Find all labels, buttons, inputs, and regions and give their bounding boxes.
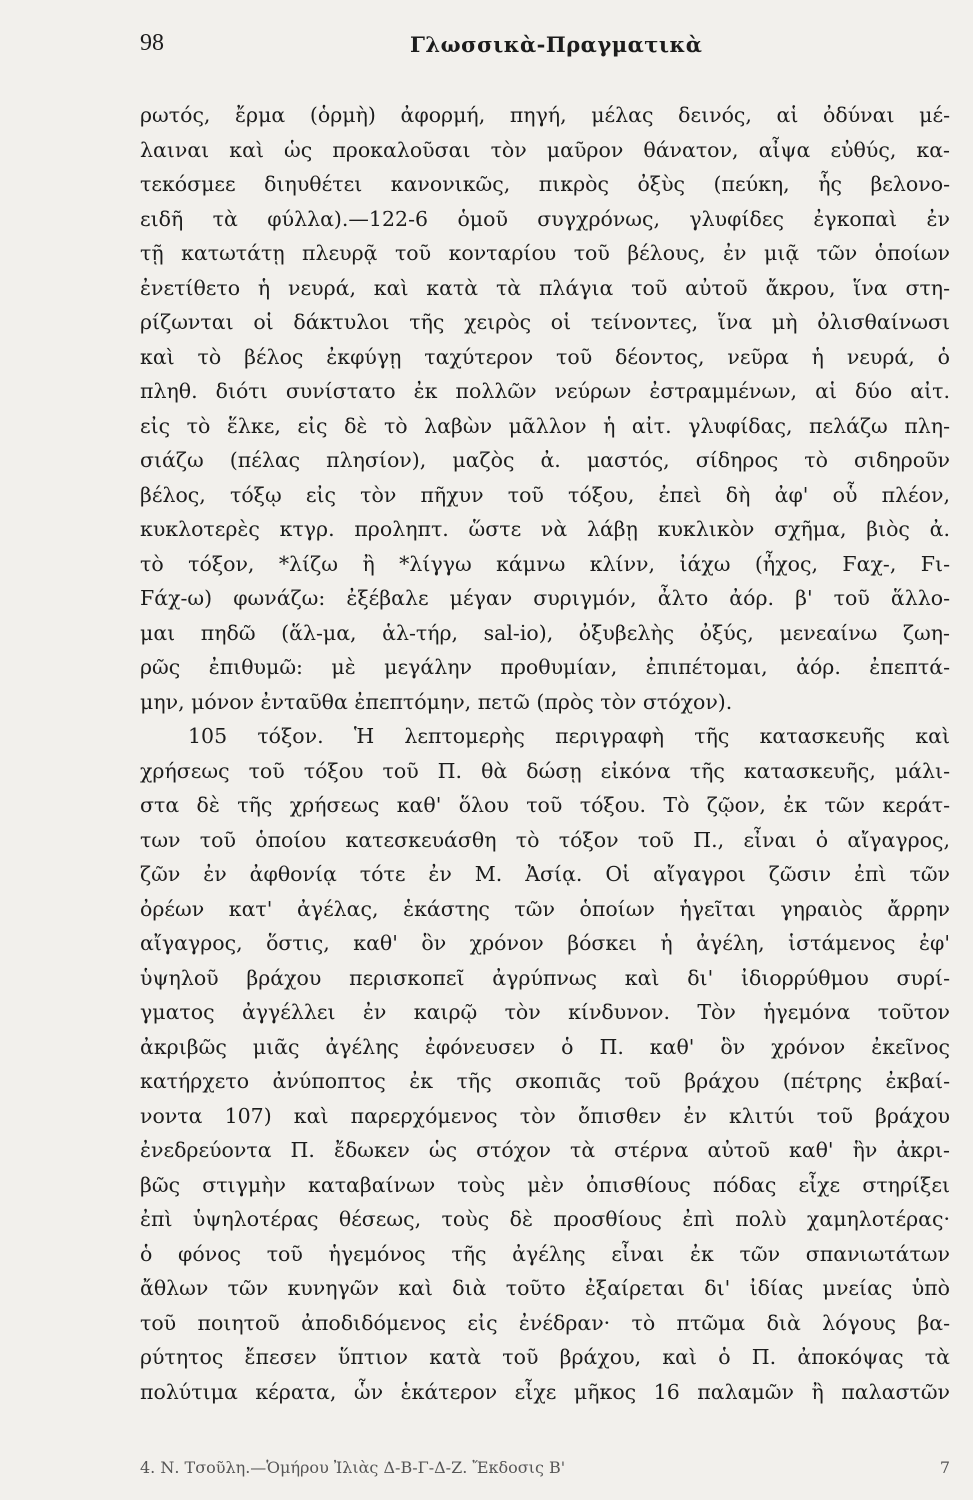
- text-line: νοντα 107) καὶ παρερχόμενος τὸν ὄπισθεν ἐν κλιτύι τοῦ βράχου: [140, 1103, 950, 1128]
- text-line: λαιναι καὶ ὡς προκαλοῦσαι τὸν μαῦρον θάνατον, αἶψα εὐθύς, κα-: [140, 137, 950, 162]
- text-line: ρίζωνται οἱ δάκτυλοι τῆς χειρὸς οἱ τείνοντες, ἵνα μὴ ὀλισθαίνωσι: [140, 310, 950, 334]
- text-line: τεκόσμεε διηυθέτει κανονικῶς, πικρὸς ὀξὺς (πεύκη, ἧς βελονο-: [140, 172, 950, 196]
- text-line: 105 τόξον. Ἡ λεπτομερὴς περιγραφὴ τῆς κατασκευῆς καὶ: [188, 724, 950, 748]
- text-line: ἐνετίθετο ἡ νευρά, καὶ κατὰ τὰ πλάγια τοῦ αὐτοῦ ἄκρου, ἵνα στη-: [140, 275, 950, 300]
- text-line: χρήσεως τοῦ τόξου τοῦ Π. θὰ δώσῃ εἰκόνα τῆς κατασκευῆς, μάλι-: [140, 758, 950, 783]
- text-line: γματος ἀγγέλλει ἐν καιρῷ τὸν κίνδυνον. Τὸν ἡγεμόνα τοῦτον: [140, 1000, 950, 1024]
- text-line: των τοῦ ὁποίου κατεσκευάσθη τὸ τόξον τοῦ Π., εἶναι ὁ αἴγαγρος,: [140, 827, 950, 852]
- page-number: 98: [140, 30, 164, 56]
- text-line: τῇ κατωτάτῃ πλευρᾷ τοῦ κονταρίου τοῦ βέλους, ἐν μιᾷ τῶν ὁποίων: [140, 241, 950, 265]
- text-line: ειδῆ τὰ φύλλα).—122-6 ὁμοῦ συγχρόνως, γλυφίδες ἐγκοπαὶ ἐν: [140, 206, 950, 231]
- footer-signature: 4. Ν. Τσοῦλη.—Ὁμήρου Ἰλιὰς Δ-Β-Γ-Δ-Ζ. Ἔκδοσις Β': [140, 1458, 566, 1477]
- text-line: μαι πηδῶ (ἅλ-μα, ἁλ-τήρ, sal-io), ὀξυβελὴς ὀξύς, μενεαίνω ζωη-: [140, 620, 950, 645]
- running-head: Γλωσσικὰ-Πραγματικὰ: [410, 32, 703, 57]
- text-line: ρωτός, ἔρμα (ὁρμὴ) ἀφορμή, πηγή, μέλας δεινός, αἱ ὀδύναι μέ-: [140, 103, 950, 127]
- text-line: τὸ τόξον, *λίζω ἢ *λίγγω κάμνω κλίνν, ἰάχω (ἦχος, Ϝαχ-, Ϝι-: [140, 551, 950, 576]
- footer-sheet-number: 7: [939, 1458, 950, 1477]
- text-line: ρύτητος ἔπεσεν ὕπτιον κατὰ τοῦ βράχου, καὶ ὁ Π. ἀποκόψας τὰ: [140, 1345, 950, 1369]
- text-line: ρῶς ἐπιθυμῶ: μὲ μεγάλην προθυμίαν, ἐπιπέτομαι, ἀόρ. ἐπεπτά-: [140, 655, 950, 679]
- body-text: [140, 98, 950, 1409]
- page-footer: [140, 1458, 950, 1477]
- text-line: βέλος, τόξῳ εἰς τὸν πῆχυν τοῦ τόξου, ἐπεὶ δὴ ἀφ' οὗ πλέον,: [140, 482, 950, 507]
- text-line: κυκλοτερὲς κτγρ. προληπτ. ὥστε νὰ λάβῃ κυκλικὸν σχῆμα, βιὸς ἀ.: [140, 517, 950, 541]
- text-line: στα δὲ τῆς χρήσεως καθ' ὅλου τοῦ τόξου. Τὸ ζῷον, ἐκ τῶν κεράτ-: [140, 793, 950, 817]
- page-header: [140, 30, 940, 70]
- text-line: πολύτιμα κέρατα, ὧν ἑκάτερον εἶχε μῆκος 16 παλαμῶν ἢ παλαστῶν: [140, 1379, 950, 1404]
- text-line: ἀκριβῶς μιᾶς ἀγέλης ἐφόνευσεν ὁ Π. καθ' ὃν χρόνον ἐκεῖνος: [140, 1034, 950, 1059]
- text-line: καὶ τὸ βέλος ἐκφύγῃ ταχύτερον τοῦ δέοντος, νεῦρα ἡ νευρά, ὁ: [140, 344, 950, 369]
- text-line: Ϝάχ-ω) φωνάζω: ἐξέβαλε μέγαν συριγμόν, ἆλτο ἀόρ. β' τοῦ ἅλλο-: [140, 586, 950, 610]
- text-line: εἰς τὸ ἕλκε, εἰς δὲ τὸ λαβὼν μᾶλλον ἡ αἰτ. γλυφίδας, πελάζω πλη-: [140, 413, 950, 438]
- text-line: ὁ φόνος τοῦ ἡγεμόνος τῆς ἀγέλης εἶναι ἐκ τῶν σπανιωτάτων: [140, 1241, 950, 1266]
- text-line: μην, μόνον ἐνταῦθα ἐπεπτόμην, πετῶ (πρὸς τὸν στόχον).: [140, 689, 733, 714]
- text-line: πληθ. διότι συνίστατο ἐκ πολλῶν νεύρων ἐστραμμένων, αἱ δύο αἰτ.: [140, 379, 950, 403]
- text-line: αἴγαγρος, ὅστις, καθ' ὃν χρόνον βόσκει ἡ ἀγέλη, ἱστάμενος ἐφ': [140, 931, 950, 955]
- text-line: ἐπὶ ὑψηλοτέρας θέσεως, τοὺς δὲ προσθίους ἐπὶ πολὺ χαμηλοτέρας·: [140, 1207, 950, 1231]
- text-line: σιάζω (πέλας πλησίον), μαζὸς ἀ. μαστός, σίδηρος τὸ σιδηροῦν: [140, 448, 950, 472]
- text-line: ἄθλων τῶν κυνηγῶν καὶ διὰ τοῦτο ἐξαίρεται δι' ἰδίας μνείας ὑπὸ: [140, 1276, 950, 1300]
- text-line: τοῦ ποιητοῦ ἀποδιδόμενος εἰς ἐνέδραν· τὸ πτῶμα διὰ λόγους βα-: [140, 1310, 950, 1335]
- text-line: ὀρέων κατ' ἀγέλας, ἑκάστης τῶν ὁποίων ἡγεῖται γηραιὸς ἄρρην: [140, 896, 950, 921]
- text-line: βῶς στιγμὴν καταβαίνων τοὺς μὲν ὀπισθίους πόδας εἶχε στηρίξει: [140, 1172, 950, 1197]
- text-line: ζῶν ἐν ἀφθονίᾳ τότε ἐν Μ. Ἀσίᾳ. Οἱ αἴγαγροι ζῶσιν ἐπὶ τῶν: [140, 862, 950, 886]
- text-line: ἐνεδρεύοντα Π. ἔδωκεν ὡς στόχον τὰ στέρνα αὐτοῦ καθ' ἣν ἀκρι-: [140, 1138, 950, 1162]
- text-line: κατήρχετο ἀνύποπτος ἐκ τῆς σκοπιᾶς τοῦ βράχου (πέτρης ἐκβαί-: [140, 1069, 950, 1093]
- text-line: ὑψηλοῦ βράχου περισκοπεῖ ἀγρύπνως καὶ δι' ἰδιορρύθμου συρί-: [140, 965, 950, 990]
